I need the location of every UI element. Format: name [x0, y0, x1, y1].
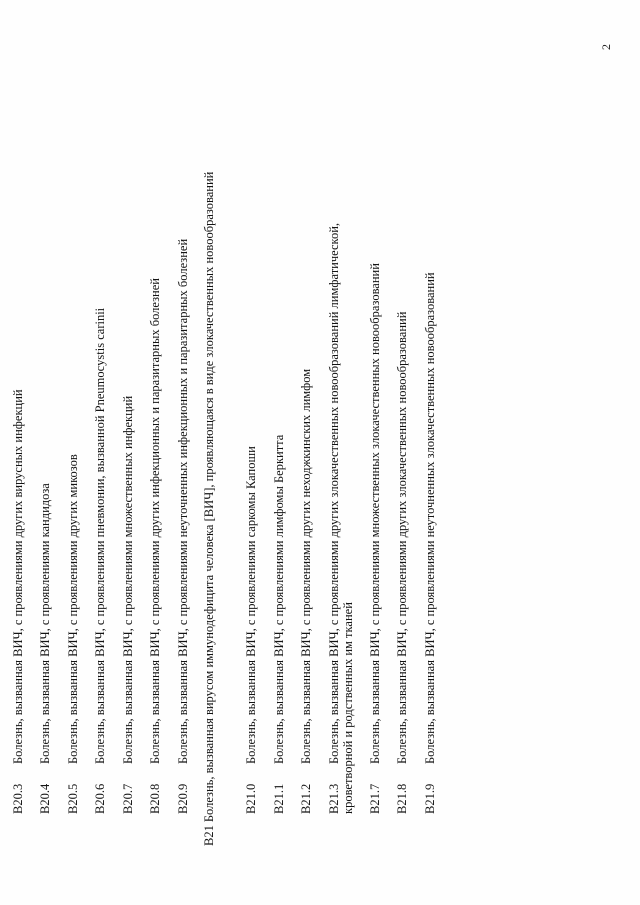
- list-item: [244, 53, 272, 853]
- list-item: [176, 53, 204, 853]
- icd-code: B21.1: [271, 783, 286, 814]
- icd-code: B21.2: [299, 783, 313, 814]
- list-item: [368, 53, 396, 853]
- icd-description: Болезнь, вызванная ВИЧ, с проявлениями других инфекционных и паразитарных болезней: [148, 278, 162, 764]
- list-item: [327, 53, 368, 853]
- icd-code: B21.3: [326, 783, 341, 814]
- icd-code: B20.9: [175, 783, 190, 814]
- icd-description: Болезнь, вызванная ВИЧ, с проявлениями кандидоза: [38, 483, 52, 764]
- list-item: [272, 53, 300, 853]
- icd-description: Болезнь, вызванная ВИЧ, с проявлениями саркомы Капоши: [244, 446, 258, 764]
- icd-code: B20.8: [148, 783, 162, 814]
- icd-description: Болезнь, вызванная ВИЧ, с проявлениями других злокачественных новообразований: [395, 311, 409, 764]
- icd-code: B20.7: [120, 783, 135, 814]
- list-item: [66, 53, 94, 853]
- icd-description: Болезнь, вызванная ВИЧ, с проявлениями множественных злокачественных новообразований: [367, 263, 382, 764]
- icd-description-continuation: кроветворной и родственных им тканей: [340, 602, 355, 814]
- icd-code: B21.8: [395, 783, 409, 814]
- icd-group-code: B21: [202, 825, 216, 846]
- icd-description-line: Болезнь, вызванная ВИЧ, с проявлениями других злокачественных новообразований лимфатической,: [326, 222, 341, 764]
- icd-description: Болезнь, вызванная ВИЧ, с проявлениями пневмонии, вызванной Pneumocystis carinii: [93, 307, 107, 764]
- list-item: [299, 53, 327, 853]
- icd-group-heading: [202, 53, 244, 853]
- list-item: [38, 53, 66, 853]
- icd-code: B20.4: [38, 783, 52, 814]
- list-item: [121, 53, 149, 853]
- icd-code: B21.0: [244, 783, 258, 814]
- icd-description: Болезнь, вызванная ВИЧ, с проявлениями неуточненных злокачественных новообразований: [422, 272, 437, 764]
- icd-description: Болезнь, вызванная ВИЧ, с проявлениями неуточненных инфекционных и паразитарных болезней: [175, 238, 190, 764]
- icd-code: B21.9: [422, 783, 437, 814]
- list-item: [148, 53, 176, 853]
- icd-code: B21.7: [367, 783, 382, 814]
- icd-description: Болезнь, вызванная ВИЧ, с проявлениями других вирусных инфекций: [10, 389, 25, 764]
- icd-code: B20.6: [93, 783, 107, 814]
- icd-code: B20.3: [10, 783, 25, 814]
- page-number: 2: [599, 44, 613, 50]
- icd-code-list: [0, 53, 468, 853]
- icd-description: Болезнь, вызванная ВИЧ, с проявлениями множественных инфекций: [120, 395, 135, 764]
- list-item: [395, 53, 423, 853]
- list-item: [93, 53, 121, 853]
- list-item: [11, 53, 39, 853]
- icd-description: Болезнь, вызванная ВИЧ, с проявлениями других неходжкинских лимфом: [299, 368, 313, 764]
- list-item: [0, 53, 11, 853]
- icd-group-description: Болезнь, вызванная вирусом иммунодефицита человека [ВИЧ], проявляющаяся в виде злокачественных новообразований: [202, 171, 216, 823]
- icd-code: B20.5: [65, 783, 80, 814]
- list-item: [423, 53, 451, 853]
- icd-description: Болезнь, вызванная ВИЧ, с проявлениями других микозов: [65, 454, 80, 764]
- icd-description: Болезнь, вызванная ВИЧ, с проявлениями лимфомы Беркитта: [271, 434, 286, 764]
